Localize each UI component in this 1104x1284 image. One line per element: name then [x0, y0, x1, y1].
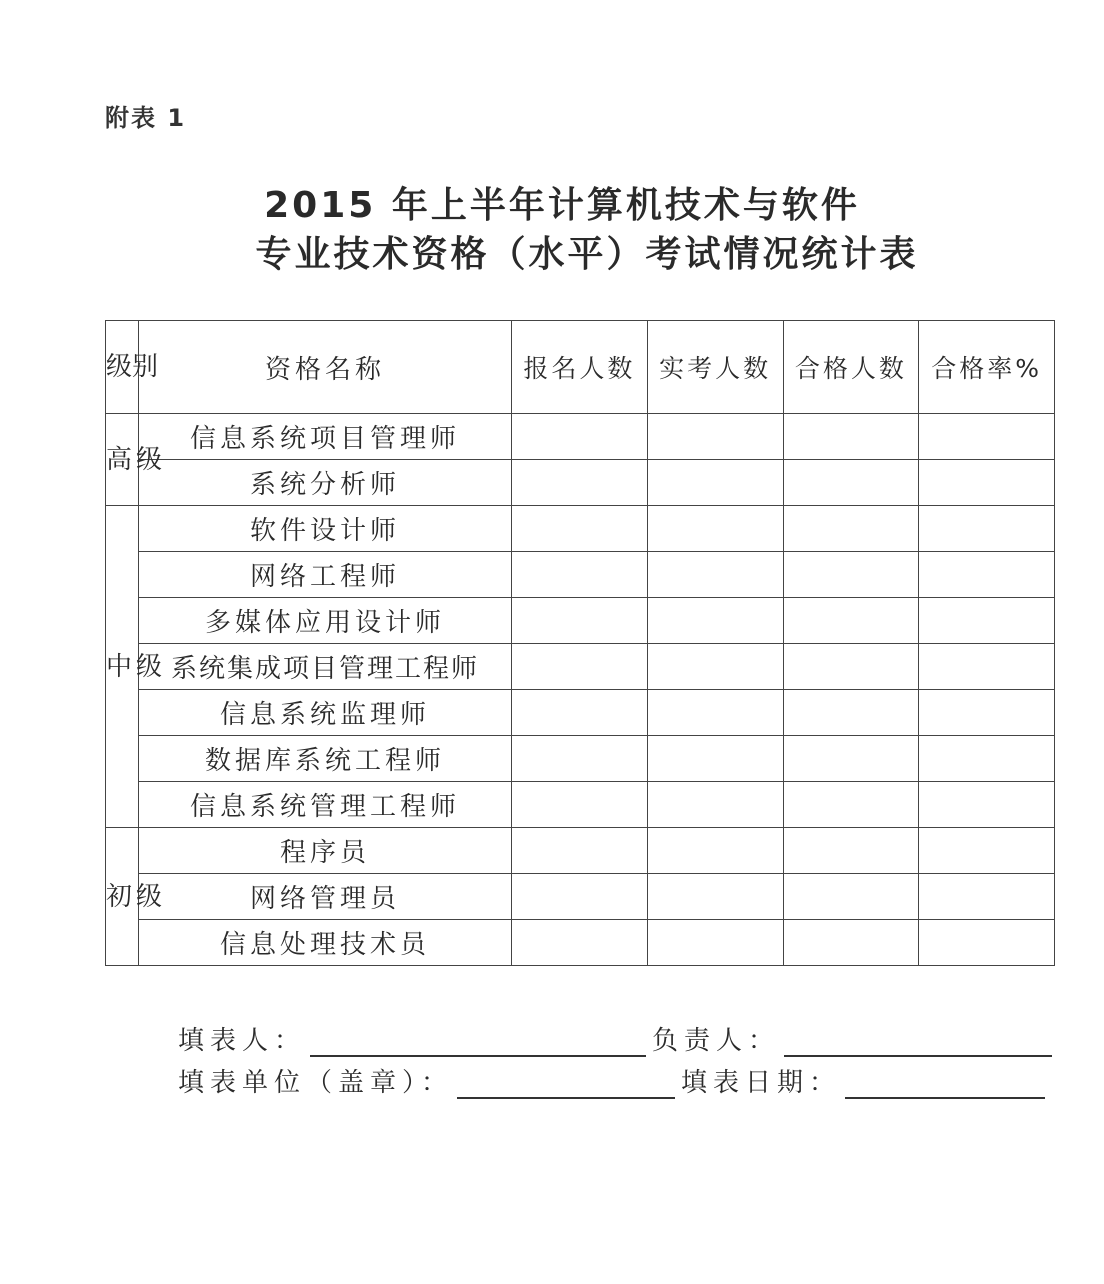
attended-value[interactable] — [647, 736, 783, 782]
attended-value[interactable] — [647, 874, 783, 920]
attended-value[interactable] — [647, 460, 783, 506]
header-passed: 合格人数 — [783, 321, 919, 414]
passed-value[interactable] — [783, 690, 919, 736]
qualification-name: 信息系统项目管理师 — [139, 414, 512, 460]
table-row — [106, 920, 1055, 966]
passed-value[interactable] — [783, 414, 919, 460]
table-row — [106, 460, 1055, 506]
table-row — [106, 690, 1055, 736]
registered-value[interactable] — [512, 644, 648, 690]
qualification-name: 网络管理员 — [139, 874, 512, 920]
pass-rate-value[interactable] — [919, 414, 1055, 460]
registered-value[interactable] — [512, 414, 648, 460]
registered-value[interactable] — [512, 506, 648, 552]
date-field[interactable] — [845, 1077, 1045, 1099]
pass-rate-value[interactable] — [919, 552, 1055, 598]
table-header-row — [106, 321, 1055, 414]
attended-value[interactable] — [647, 690, 783, 736]
passed-value[interactable] — [783, 736, 919, 782]
registered-value[interactable] — [512, 920, 648, 966]
date-label: 填表日期： — [681, 1068, 842, 1098]
qualification-name: 信息系统管理工程师 — [139, 782, 512, 828]
header-registered: 报名人数 — [512, 321, 648, 414]
pass-rate-value[interactable] — [919, 920, 1055, 966]
qualification-name: 网络工程师 — [139, 552, 512, 598]
passed-value[interactable] — [783, 782, 919, 828]
registered-value[interactable] — [512, 460, 648, 506]
qualification-name: 信息系统监理师 — [139, 690, 512, 736]
passed-value[interactable] — [783, 874, 919, 920]
registered-value[interactable] — [512, 828, 648, 874]
passed-value[interactable] — [783, 644, 919, 690]
pass-rate-value[interactable] — [919, 736, 1055, 782]
table-row — [106, 414, 1055, 460]
pass-rate-value[interactable] — [919, 828, 1055, 874]
attended-value[interactable] — [647, 644, 783, 690]
table-row — [106, 874, 1055, 920]
passed-value[interactable] — [783, 552, 919, 598]
registered-value[interactable] — [512, 874, 648, 920]
attended-value[interactable] — [647, 506, 783, 552]
attended-value[interactable] — [647, 552, 783, 598]
passed-value[interactable] — [783, 828, 919, 874]
filler-signature-field[interactable] — [310, 1035, 646, 1057]
unit-label: 填表单位（盖章）： — [178, 1068, 454, 1098]
pass-rate-value[interactable] — [919, 644, 1055, 690]
pass-rate-value[interactable] — [919, 782, 1055, 828]
attended-value[interactable] — [647, 414, 783, 460]
attended-value[interactable] — [647, 828, 783, 874]
footer-row-signers — [178, 1020, 1058, 1057]
header-qualification-name: 资格名称 — [139, 321, 512, 414]
document-title-line-2: 专业技术资格（水平）考试情况统计表 — [255, 234, 919, 275]
level-cell-junior: 初级 — [106, 828, 139, 966]
registered-value[interactable] — [512, 552, 648, 598]
statistics-table — [105, 320, 1055, 966]
registered-value[interactable] — [512, 690, 648, 736]
passed-value[interactable] — [783, 598, 919, 644]
table-row — [106, 644, 1055, 690]
level-cell-intermediate: 中级 — [106, 506, 139, 828]
attended-value[interactable] — [647, 782, 783, 828]
header-attended: 实考人数 — [647, 321, 783, 414]
table-row — [106, 552, 1055, 598]
table-row — [106, 782, 1055, 828]
qualification-name: 信息处理技术员 — [139, 920, 512, 966]
registered-value[interactable] — [512, 736, 648, 782]
attended-value[interactable] — [647, 920, 783, 966]
qualification-name: 程序员 — [139, 828, 512, 874]
appendix-label: 附表 1 — [105, 104, 187, 132]
passed-value[interactable] — [783, 460, 919, 506]
qualification-name: 数据库系统工程师 — [139, 736, 512, 782]
table-row — [106, 506, 1055, 552]
qualification-name: 软件设计师 — [139, 506, 512, 552]
pass-rate-value[interactable] — [919, 598, 1055, 644]
registered-value[interactable] — [512, 598, 648, 644]
level-cell-senior: 高级 — [106, 414, 139, 506]
table-row — [106, 598, 1055, 644]
table-row — [106, 736, 1055, 782]
pass-rate-value[interactable] — [919, 690, 1055, 736]
unit-stamp-field[interactable] — [457, 1077, 675, 1099]
header-pass-rate: 合格率% — [919, 321, 1055, 414]
pass-rate-value[interactable] — [919, 874, 1055, 920]
document-title-line-1: 2015 年上半年计算机技术与软件 — [264, 185, 860, 226]
qualification-name: 系统分析师 — [139, 460, 512, 506]
passed-value[interactable] — [783, 506, 919, 552]
registered-value[interactable] — [512, 782, 648, 828]
qualification-name: 多媒体应用设计师 — [139, 598, 512, 644]
header-level: 级别 — [106, 321, 139, 414]
passed-value[interactable] — [783, 920, 919, 966]
pass-rate-value[interactable] — [919, 460, 1055, 506]
responsible-label: 负责人： — [652, 1026, 781, 1056]
pass-rate-value[interactable] — [919, 506, 1055, 552]
responsible-signature-field[interactable] — [784, 1035, 1052, 1057]
filler-label: 填表人： — [178, 1026, 307, 1056]
attended-value[interactable] — [647, 598, 783, 644]
table-row — [106, 828, 1055, 874]
footer-row-unit-date — [178, 1062, 1051, 1099]
qualification-name: 系统集成项目管理工程师 — [139, 644, 512, 690]
